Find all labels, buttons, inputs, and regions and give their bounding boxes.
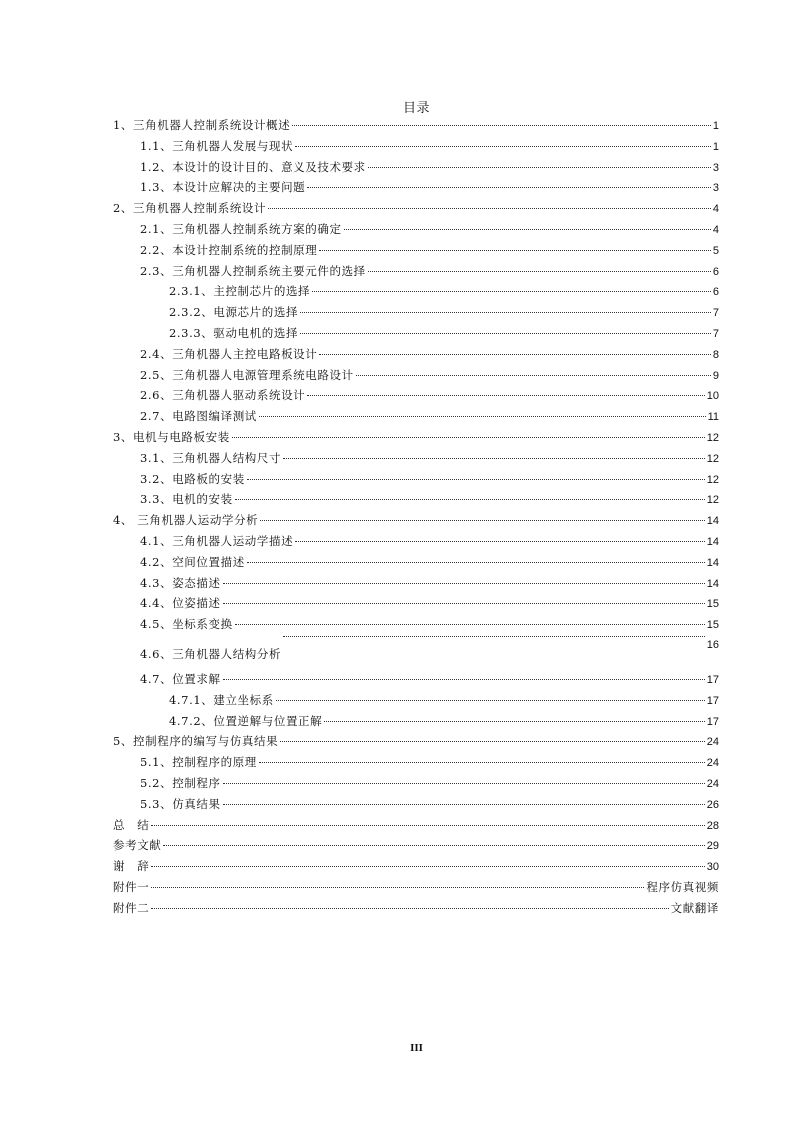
toc-entry-page: 12	[706, 473, 719, 486]
toc-entry-title: 3、电机与电路板安装	[113, 429, 230, 444]
toc-entry-page: 7	[712, 307, 719, 320]
toc-entry-page: 14	[706, 535, 719, 548]
toc-entry[interactable]	[113, 263, 719, 284]
toc-entry-title: 5.3、仿真结果	[140, 796, 221, 811]
toc-entry[interactable]	[113, 429, 719, 450]
dot-leader	[247, 479, 705, 480]
toc-title: 目录	[402, 101, 430, 116]
dot-leader	[319, 354, 710, 355]
toc-entry-page: 12	[706, 494, 719, 507]
toc-entry[interactable]	[113, 595, 719, 616]
toc-entry-page: 17	[706, 715, 719, 728]
dot-leader	[232, 437, 705, 438]
dot-leader	[151, 825, 704, 826]
dot-leader	[259, 762, 705, 763]
dot-leader	[268, 208, 711, 209]
toc-entry-page: 12	[706, 452, 719, 465]
toc-entry-title: 2.2、本设计控制系统的控制原理	[140, 242, 318, 257]
dot-leader	[151, 866, 704, 867]
toc-entry[interactable]	[113, 900, 719, 921]
toc-entry[interactable]	[113, 450, 719, 471]
toc-entry-title: 3.2、电路板的安装	[140, 471, 245, 486]
toc-entry-title: 2.3、三角机器人控制系统主要元件的选择	[140, 263, 366, 278]
toc-entry-page: 6	[712, 286, 719, 299]
dot-leader	[300, 333, 711, 334]
dot-leader	[368, 271, 711, 272]
toc-entry-title: 总 结	[113, 817, 150, 832]
dot-leader	[235, 499, 705, 500]
toc-entry[interactable]	[113, 616, 719, 637]
dot-leader	[280, 741, 705, 742]
toc-entry-title: 参考文献	[113, 838, 162, 853]
toc-entry[interactable]	[113, 367, 719, 388]
toc-entry[interactable]	[113, 304, 719, 325]
toc-entry-page: 29	[706, 840, 719, 853]
toc-entry-page: 15	[706, 598, 719, 611]
dot-leader	[344, 229, 711, 230]
toc-entry[interactable]	[113, 879, 719, 900]
toc-entry-title: 5.2、控制程序	[140, 775, 221, 790]
toc-list	[113, 117, 719, 920]
dot-leader	[295, 146, 711, 147]
toc-entry-title: 1.2、本设计的设计目的、意义及技术要求	[140, 159, 366, 174]
toc-entry-page: 程序仿真视频	[646, 879, 719, 894]
dot-leader	[151, 887, 644, 888]
toc-entry[interactable]	[113, 733, 719, 754]
toc-entry-title: 1.3、本设计应解决的主要问题	[140, 180, 306, 195]
toc-entry[interactable]	[113, 512, 719, 533]
dot-leader	[163, 845, 704, 846]
toc-entry-title: 4.1、三角机器人运动学描述	[140, 533, 294, 548]
toc-entry[interactable]	[113, 159, 719, 180]
toc-entry[interactable]	[113, 346, 719, 367]
toc-entry[interactable]	[113, 138, 719, 159]
dot-leader	[356, 375, 711, 376]
dot-leader	[259, 416, 706, 417]
toc-entry[interactable]	[113, 554, 719, 575]
toc-entry-page: 24	[706, 757, 719, 770]
dot-leader	[151, 908, 668, 909]
toc-entry-title: 2.6、三角机器人驱动系统设计	[140, 388, 306, 403]
dot-leader	[324, 721, 704, 722]
toc-entry-page: 17	[706, 673, 719, 686]
toc-entry-title: 2.5、三角机器人电源管理系统电路设计	[140, 367, 354, 382]
dot-leader	[283, 458, 705, 459]
toc-entry-title: 4.6、三角机器人结构分析	[140, 646, 282, 661]
toc-entry-title: 4.7.2、位置逆解与位置正解	[169, 713, 323, 728]
toc-entry-page: 4	[712, 203, 719, 216]
toc-entry[interactable]	[113, 387, 719, 408]
toc-entry-title: 3.3、电机的安装	[140, 492, 233, 507]
toc-entry-title: 3.1、三角机器人结构尺寸	[140, 450, 282, 465]
toc-entry[interactable]	[113, 221, 719, 242]
toc-entry-page: 28	[706, 819, 719, 832]
toc-entry-page: 3	[712, 182, 719, 195]
toc-entry[interactable]	[113, 242, 719, 263]
toc-entry-page: 1	[712, 140, 719, 153]
toc-entry-page: 6	[712, 265, 719, 278]
toc-entry[interactable]	[113, 775, 719, 796]
dot-leader	[276, 700, 705, 701]
toc-entry-page: 11	[707, 411, 719, 424]
toc-entry-page: 14	[706, 577, 719, 590]
toc-entry-title: 2.1、三角机器人控制系统方案的确定	[140, 221, 342, 236]
toc-entry-page: 14	[706, 515, 719, 528]
toc-entry-page: 15	[706, 619, 719, 632]
toc-entry-page: 26	[706, 798, 719, 811]
toc-entry-page: 5	[712, 244, 719, 257]
dot-leader	[312, 291, 711, 292]
toc-entry[interactable]	[113, 283, 719, 304]
toc-entry-page: 9	[712, 369, 719, 382]
toc-entry-page: 24	[706, 736, 719, 749]
toc-entry-title: 4.7.1、建立坐标系	[169, 692, 274, 707]
page-number: III	[410, 1042, 423, 1054]
toc-entry[interactable]	[113, 117, 719, 138]
dot-leader	[368, 167, 711, 168]
dot-leader	[223, 583, 705, 584]
dot-leader	[223, 603, 705, 604]
toc-entry-title: 5、控制程序的编写与仿真结果	[113, 734, 279, 749]
toc-entry-page: 7	[712, 327, 719, 340]
toc-entry[interactable]	[113, 713, 719, 734]
toc-entry[interactable]	[113, 200, 719, 221]
toc-entry-title: 4.2、空间位置描述	[140, 554, 245, 569]
toc-entry[interactable]	[113, 671, 719, 692]
toc-entry[interactable]	[113, 471, 719, 492]
toc-entry-page: 3	[712, 161, 719, 174]
dot-leader	[283, 636, 705, 637]
toc-entry-title: 2.7、电路图编译测试	[140, 409, 257, 424]
dot-leader	[300, 312, 711, 313]
toc-entry-page: 10	[706, 390, 719, 403]
toc-entry[interactable]	[113, 754, 719, 775]
toc-entry[interactable]	[113, 575, 719, 596]
toc-entry-title: 2.4、三角机器人主控电路板设计	[140, 346, 318, 361]
dot-leader	[307, 395, 704, 396]
toc-entry-title: 4.3、姿态描述	[140, 575, 221, 590]
toc-entry-title: 附件二	[113, 900, 150, 915]
toc-entry-page: 24	[706, 777, 719, 790]
toc-entry-page: 文献翻译	[670, 900, 719, 915]
toc-entry[interactable]	[113, 817, 719, 838]
dot-leader	[292, 125, 711, 126]
toc-entry[interactable]	[113, 179, 719, 200]
dot-leader	[247, 562, 705, 563]
dot-leader	[223, 783, 705, 784]
dot-leader	[235, 624, 705, 625]
toc-entry-title: 2.3.3、驱动电机的选择	[169, 325, 299, 340]
dot-leader	[319, 250, 710, 251]
toc-entry-page: 8	[712, 348, 719, 361]
toc-entry-page: 1	[712, 120, 719, 132]
dot-leader	[223, 804, 705, 805]
dot-leader	[223, 679, 705, 680]
toc-entry-page: 4	[712, 223, 719, 236]
toc-entry-page: 12	[706, 431, 719, 444]
toc-entry[interactable]	[113, 325, 719, 346]
toc-entry[interactable]	[113, 858, 719, 879]
toc-entry-page: 16	[706, 638, 719, 651]
dot-leader	[307, 187, 711, 188]
toc-entry[interactable]	[113, 796, 719, 817]
toc-entry-title: 5.1、控制程序的原理	[140, 755, 257, 770]
toc-entry-title: 谢 辞	[113, 859, 150, 874]
toc-entry[interactable]	[113, 491, 719, 512]
toc-entry-page: 17	[706, 694, 719, 707]
toc-entry-title: 4.4、位姿描述	[140, 596, 221, 611]
dot-leader	[295, 541, 705, 542]
toc-entry-title: 2、三角机器人控制系统设计	[113, 201, 267, 216]
toc-entry-title: 4.5、坐标系变换	[140, 617, 233, 632]
toc-entry-title: 1.1、三角机器人发展与现状	[140, 138, 294, 153]
toc-entry[interactable]	[113, 408, 719, 429]
toc-entry-title: 4、 三角机器人运动学分析	[113, 513, 259, 528]
toc-entry[interactable]	[113, 637, 719, 671]
toc-entry-title: 1、三角机器人控制系统设计概述	[113, 118, 291, 132]
dot-leader	[260, 520, 704, 521]
toc-entry[interactable]	[113, 837, 719, 858]
toc-entry-title: 4.7、位置求解	[140, 671, 221, 686]
toc-entry-page: 14	[706, 556, 719, 569]
toc-entry-title: 2.3.1、主控制芯片的选择	[169, 284, 311, 299]
toc-entry[interactable]	[113, 692, 719, 713]
toc-entry-title: 2.3.2、电源芯片的选择	[169, 305, 299, 320]
toc-entry[interactable]	[113, 533, 719, 554]
toc-entry-page: 30	[706, 861, 719, 874]
toc-entry-title: 附件一	[113, 879, 150, 894]
